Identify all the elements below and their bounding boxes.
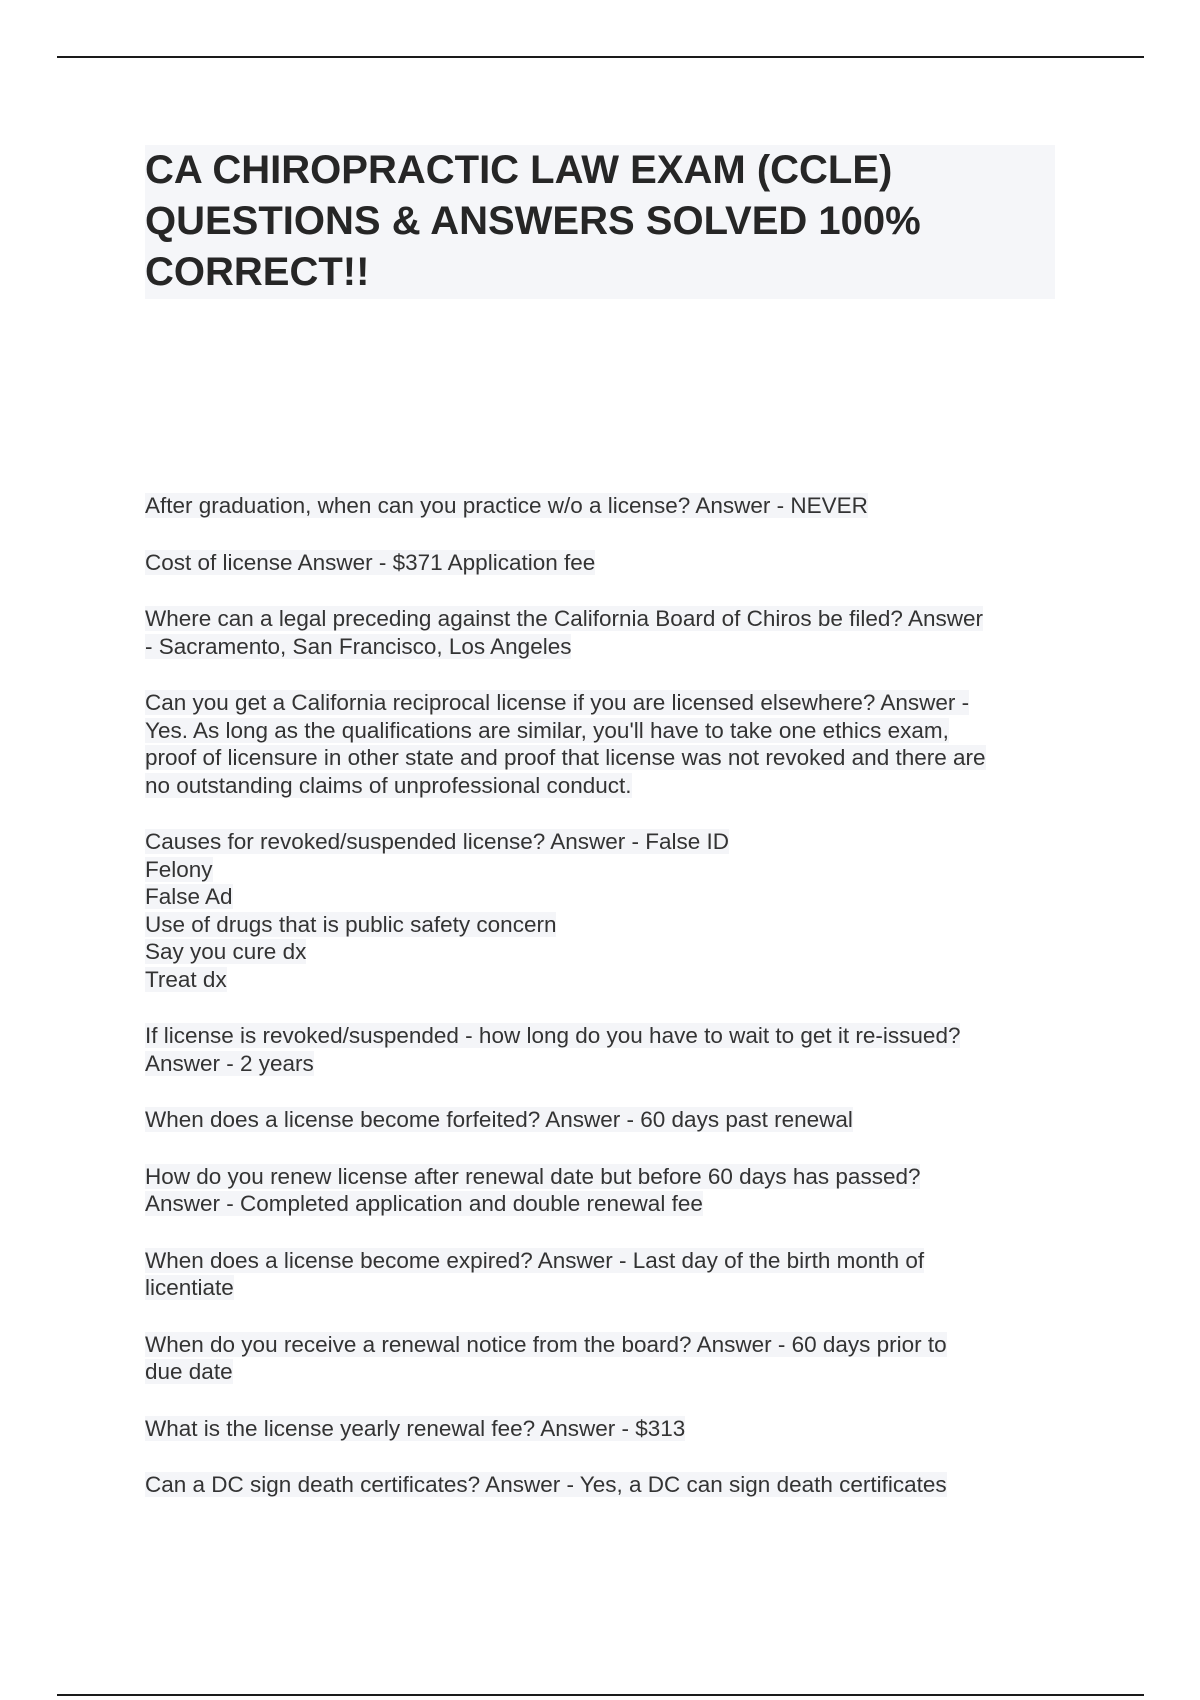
qa-item [145,1471,1065,1499]
qa-text: After graduation, when can you practice w/o a license? Answer - NEVER [145,493,868,518]
qa-item [145,549,1065,577]
qa-list [145,492,1065,1528]
qa-item [145,828,1065,993]
qa-text: What is the license yearly renewal fee? Answer - $313 [145,1415,686,1441]
qa-text: If license is revoked/suspended - how long do you have to wait to get it re-issued? Answer - 2 years [145,1023,961,1076]
qa-item [145,1415,1065,1443]
qa-item [145,689,1065,799]
qa-text: When do you receive a renewal notice from the board? Answer - 60 days prior to due date [145,1331,947,1384]
top-divider [57,56,1144,58]
qa-text: How do you renew license after renewal date but before 60 days has passed? Answer - Completed application and double renewal fee [145,1163,921,1216]
qa-item [145,1331,1065,1386]
qa-text: Where can a legal preceding against the California Board of Chiros be filed? Answer - Sacramento, San Francisco, Los Angeles [145,606,983,659]
qa-item [145,1022,1065,1077]
qa-text: Causes for revoked/suspended license? Answer - False ID Felony False Ad Use of drugs that is public safety concern Say you cure dx Treat dx [145,829,730,992]
qa-text: Cost of license Answer - $371 Application fee [145,549,596,575]
qa-item [145,1163,1065,1218]
qa-item [145,1106,1065,1134]
qa-text: Can you get a California reciprocal license if you are licensed elsewhere? Answer - Yes. As long as the qualifications are similar, you'll have to take one ethics exam, proof of licensure in other state and proof that license was not revoked and there are no outstanding claims of unprofessional conduct. [145,690,986,798]
document-title: CA CHIROPRACTIC LAW EXAM (CCLE) QUESTIONS & ANSWERS SOLVED 100% CORRECT!! [145,148,921,294]
qa-text: When does a license become forfeited? Answer - 60 days past renewal [145,1107,853,1132]
qa-text: When does a license become expired? Answer - Last day of the birth month of licentiate [145,1247,925,1300]
qa-item [145,1247,1065,1302]
bottom-divider [57,1694,1144,1696]
qa-item [145,492,1065,520]
qa-text: Can a DC sign death certificates? Answer - Yes, a DC can sign death certificates [145,1472,947,1497]
qa-item [145,605,1065,660]
title-block [145,145,1055,299]
